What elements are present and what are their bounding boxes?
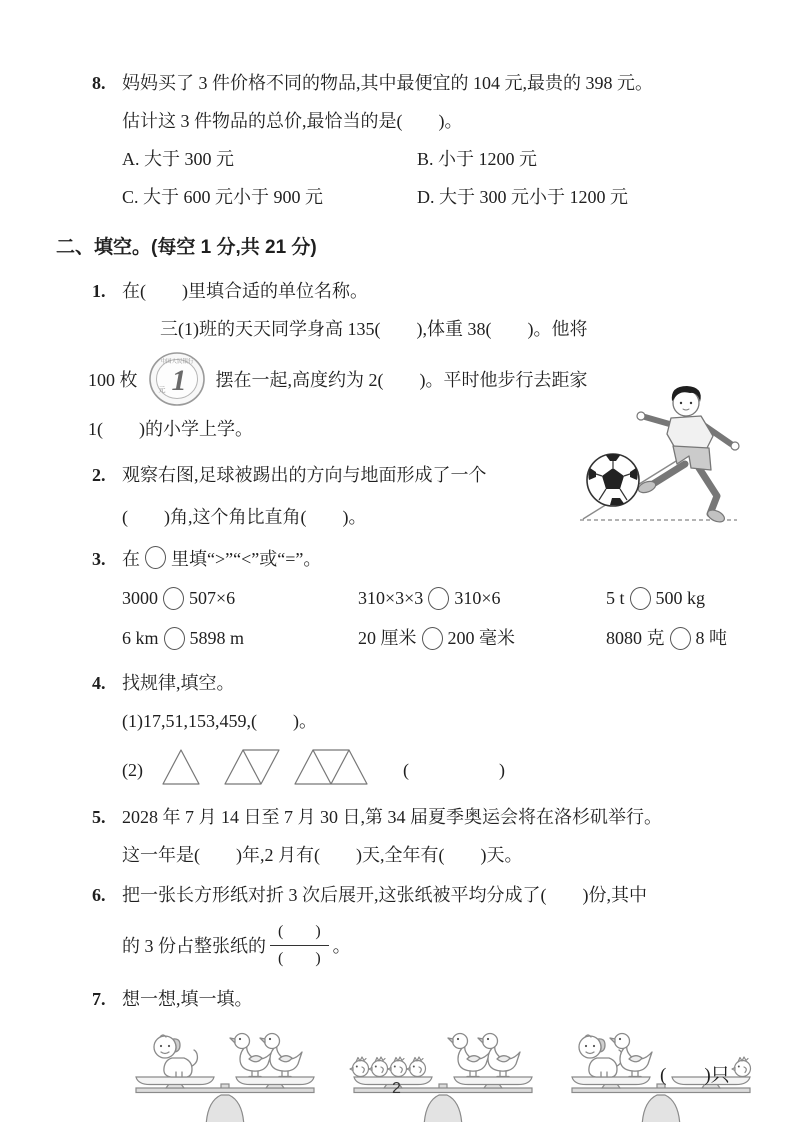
- boy-figure: [637, 386, 739, 524]
- compare-circle-icon: [422, 627, 443, 650]
- question-6: [92, 876, 757, 976]
- balance-scale-3: [556, 1028, 766, 1122]
- compare-item: 3000 507×6: [122, 588, 236, 608]
- q8-option-c: C. 大于 600 元小于 900 元: [122, 187, 324, 207]
- q4-sub2-blank: ( ): [403, 760, 505, 780]
- q1-coin-line-post: 摆在一起,高度约为 2( )。平时他步行去距家: [215, 370, 588, 390]
- question-8: [92, 64, 757, 216]
- q8-option-d: D. 大于 300 元小于 1200 元: [417, 187, 628, 207]
- q1-text-line4: 1( )的小学上学。: [88, 419, 253, 439]
- q4-subquestion-1: (1)17,51,153,459,( )。: [122, 711, 317, 731]
- question-5: [92, 798, 757, 874]
- compare-circle-icon: [428, 587, 449, 610]
- fraction-numerator: ( ): [270, 920, 329, 945]
- q3-row-1: [122, 578, 757, 618]
- q8-text-line1: 妈妈买了 3 件价格不同的物品,其中最便宜的 104 元,最贵的 398 元。: [122, 73, 653, 93]
- q7-answer-blank: ( )只: [660, 1065, 730, 1086]
- fraction-denominator: ( ): [278, 949, 321, 967]
- question-number: 3.: [92, 549, 106, 569]
- q1-text-line2: 三(1)班的天天同学身高 135( ),体重 38( )。他将: [160, 319, 588, 339]
- balance-scale-1: [120, 1028, 330, 1122]
- compare-circle-icon: [145, 546, 166, 569]
- question-number: 4.: [92, 673, 106, 693]
- compare-item: 20 厘米 200 毫米: [358, 628, 515, 648]
- compare-item: 310×3×3 310×6: [358, 588, 501, 608]
- question-4: [92, 664, 757, 790]
- chick-icon: [388, 1057, 407, 1077]
- question-3: [92, 540, 757, 658]
- chick-icon: [369, 1057, 388, 1077]
- q6-line2-post: 。: [332, 936, 351, 956]
- question-number: 7.: [92, 989, 106, 1009]
- chick-icon: [732, 1057, 751, 1077]
- q6-line2-pre: 的 3 份占整张纸的: [122, 936, 266, 956]
- compare-circle-icon: [630, 587, 651, 610]
- compare-item: 6 km 5898 m: [122, 628, 245, 648]
- q3-title: 在 里填“>”“<”或“=”。: [122, 540, 757, 578]
- q2-text-line2: ( )角,这个角比直角( )。: [122, 507, 367, 527]
- question-number: 2.: [92, 465, 106, 485]
- duck-icon: [260, 1034, 302, 1077]
- q5-text-line1: 2028 年 7 月 14 日至 7 月 30 日,第 34 届夏季奥运会将在洛杉矶举行。: [122, 807, 662, 827]
- compare-circle-icon: [164, 627, 185, 650]
- compare-item: 8080 克 8 吨: [606, 628, 727, 648]
- page-number: 2: [392, 1080, 401, 1097]
- question-number: 6.: [92, 885, 106, 905]
- q4-title: 找规律,填空。: [122, 673, 235, 693]
- q7-title: 想一想,填一填。: [122, 989, 253, 1009]
- q4-sub2-prefix: (2): [122, 760, 143, 780]
- q8-option-a: A. 大于 300 元: [122, 149, 234, 169]
- fraction-blank: [270, 920, 329, 969]
- coin-value: 1: [171, 364, 186, 397]
- balance-scale-2: [338, 1028, 548, 1122]
- chick-icon: [350, 1057, 369, 1077]
- chick-icon: [407, 1057, 426, 1077]
- duck-icon: [478, 1034, 520, 1077]
- compare-circle-icon: [163, 587, 184, 610]
- q6-text-line1: 把一张长方形纸对折 3 次后展开,这张纸被平均分成了( )份,其中: [122, 885, 647, 905]
- q5-text-line2: 这一年是( )年,2 月有( )天,全年有( )天。: [122, 845, 523, 865]
- compare-item: 5 t 500 kg: [606, 588, 706, 608]
- question-number: 5.: [92, 807, 106, 827]
- q8-options: [122, 140, 757, 216]
- q8-text-line2: 估计这 3 件物品的总价,最恰当的是( )。: [122, 111, 463, 131]
- coin-unit: 元: [158, 386, 165, 394]
- one-yuan-coin-icon: [146, 350, 208, 408]
- section-2-title: 二、填空。(每空 1 分,共 21 分): [56, 237, 317, 258]
- compare-circle-icon: [670, 627, 691, 650]
- q2-text-line1: 观察右图,足球被踢出的方向与地面形成了一个: [122, 465, 487, 485]
- question-7: [92, 980, 757, 1122]
- soccer-ball-icon: [587, 454, 639, 506]
- soccer-kick-illustration: [577, 384, 765, 528]
- q7-balance-scales: [120, 1028, 757, 1122]
- question-number: 8.: [92, 73, 106, 93]
- q8-option-b: B. 小于 1200 元: [417, 149, 538, 169]
- q4-subquestion-2: [122, 744, 757, 790]
- triangle-pattern-icon: [157, 744, 373, 790]
- q1-text-line1: 在( )里填合适的单位名称。: [122, 281, 368, 301]
- dog-icon: [154, 1035, 197, 1077]
- question-number: 1.: [92, 281, 106, 301]
- coin-bank-text: 中国人民银行: [159, 359, 194, 365]
- q3-row-2: [122, 618, 757, 658]
- q6-text-line2: [122, 914, 757, 976]
- q1-coin-line-pre: 100 枚: [88, 370, 138, 390]
